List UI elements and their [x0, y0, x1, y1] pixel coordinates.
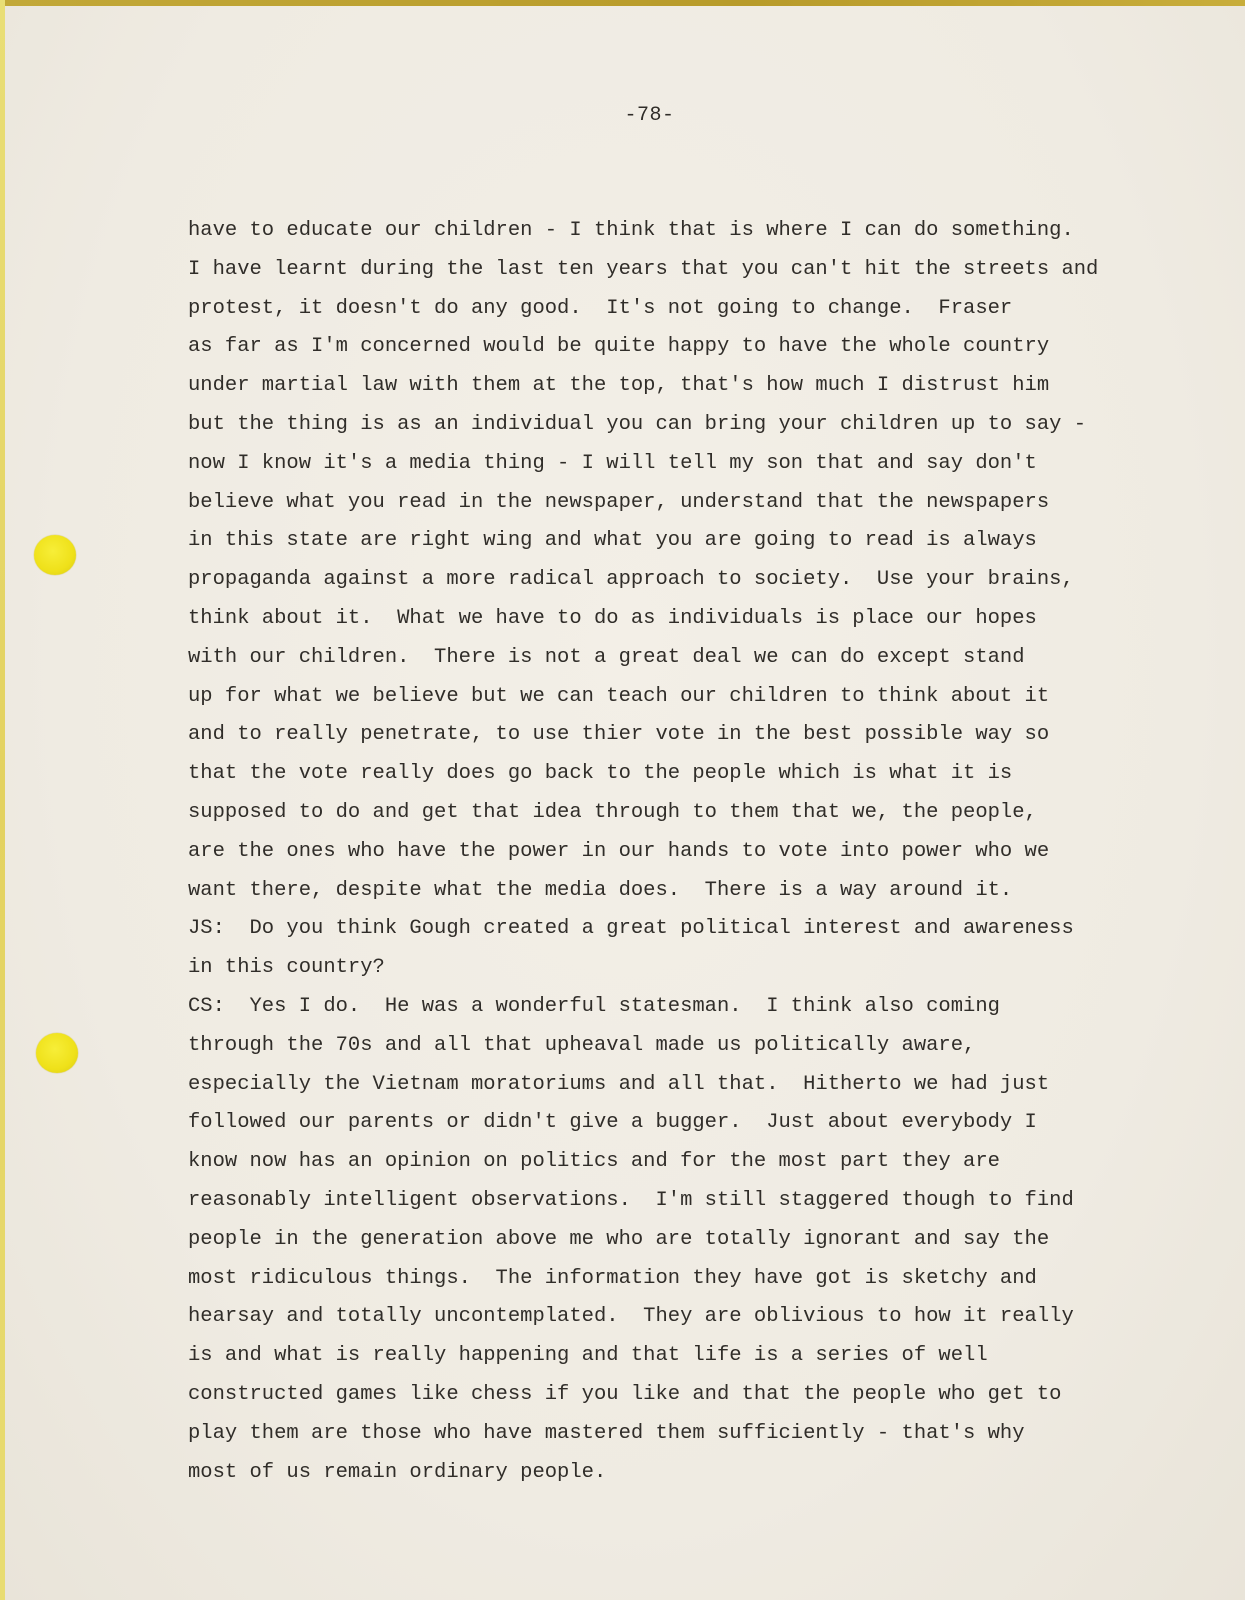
- transcript-line: believe what you read in the newspaper, understand that the newspapers: [188, 490, 1050, 514]
- transcript-line: with our children. There is not a great deal we can do except stand: [188, 645, 1025, 669]
- transcript-line: I have learnt during the last ten years that you can't hit the streets and: [188, 257, 1099, 281]
- transcript-line: people in the generation above me who are totally ignorant and say the: [188, 1227, 1050, 1251]
- punch-hole-upper: [34, 535, 76, 575]
- transcript-line: play them are those who have mastered them sufficiently - that's why: [188, 1421, 1025, 1445]
- transcript-line: especially the Vietnam moratoriums and all that. Hitherto we had just: [188, 1072, 1050, 1096]
- punch-hole-lower: [36, 1033, 78, 1073]
- transcript-line: that the vote really does go back to the people which is what it is: [188, 762, 1013, 786]
- transcript-line: reasonably intelligent observations. I'm still staggered though to find: [188, 1188, 1074, 1212]
- transcript-line: propaganda against a more radical approach to society. Use your brains,: [188, 568, 1074, 592]
- transcript-line: as far as I'm concerned would be quite happy to have the whole country: [188, 335, 1050, 359]
- transcript-line: now I know it's a media thing - I will tell my son that and say don't: [188, 451, 1037, 475]
- transcript-line: in this state are right wing and what you are going to read is always: [188, 529, 1037, 553]
- transcript-line: hearsay and totally uncontemplated. They are oblivious to how it really: [188, 1305, 1074, 1329]
- transcript-line: constructed games like chess if you like and that the people who get to: [188, 1382, 1062, 1406]
- transcript-line: have to educate our children - I think that is where I can do something.: [188, 219, 1074, 242]
- transcript-line: through the 70s and all that upheaval made us politically aware,: [188, 1033, 976, 1057]
- transcript-line: supposed to do and get that idea through to them that we, the people,: [188, 800, 1037, 824]
- page-number: -78-: [624, 104, 675, 127]
- transcript-line: is and what is really happening and that life is a series of well: [188, 1344, 988, 1368]
- transcript-line: followed our parents or didn't give a bugger. Just about everybody I: [188, 1111, 1037, 1135]
- transcript-line: up for what we believe but we can teach our children to think about it: [188, 684, 1050, 708]
- transcript-line: but the thing is as an individual you can bring your children up to say -: [188, 412, 1087, 436]
- transcript-line: protest, it doesn't do any good. It's not going to change. Fraser: [188, 296, 1013, 320]
- transcript-line: under martial law with them at the top, that's how much I distrust him: [188, 374, 1050, 398]
- transcript-body: [188, 218, 1208, 1498]
- transcript-line: most of us remain ordinary people.: [188, 1460, 607, 1484]
- transcript-line: most ridiculous things. The information they have got is sketchy and: [188, 1266, 1037, 1290]
- transcript-line: in this country?: [188, 956, 385, 980]
- transcript-line: are the ones who have the power in our hands to vote into power who we: [188, 839, 1050, 863]
- transcript-line: CS: Yes I do. He was a wonderful statesman. I think also coming: [188, 994, 1000, 1018]
- transcript-line: JS: Do you think Gough created a great political interest and awareness: [188, 917, 1074, 941]
- transcript-line: and to really penetrate, to use thier vote in the best possible way so: [188, 723, 1050, 747]
- transcript-line: want there, despite what the media does. There is a way around it.: [188, 878, 1013, 902]
- transcript-line: think about it. What we have to do as individuals is place our hopes: [188, 606, 1037, 630]
- transcript-line: know now has an opinion on politics and for the most part they are: [188, 1150, 1000, 1174]
